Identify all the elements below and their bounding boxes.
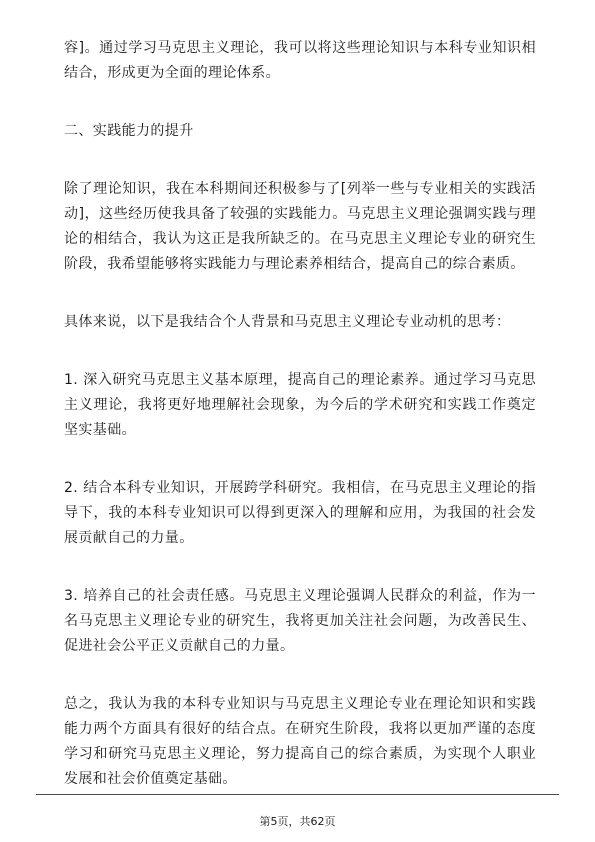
list-item-3: 3. 培养自己的社会责任感。马克思主义理论强调人民群众的利益，作为一名马克思主义理论专业的研究生，我将更加关注社会问题，为改善民生、促进社会公平正义贡献自己的力量。 — [64, 588, 536, 654]
section-heading-practice: 二、实践能力的提升 — [64, 123, 194, 139]
paragraph-intro-list: 具体来说，以下是我结合个人背景和马克思主义理论专业动机的思考： — [64, 314, 511, 330]
list-item-2: 2. 结合本科专业知识，开展跨学科研究。我相信，在马克思主义理论的指导下，我的本科专业知识可以得到更深入的理解和应用，为我国的社会发展贡献自己的力量。 — [64, 480, 536, 546]
page-number: 第5页，共62页 — [259, 815, 336, 828]
footer-divider — [36, 794, 559, 795]
paragraph-continuation: 容]。通过学习马克思主义理论，我可以将这些理论知识与本科专业知识相结合，形成更为全面的理论体系。 — [64, 40, 536, 81]
paragraph-conclusion: 总之，我认为我的本科专业知识与马克思主义理论专业在理论知识和实践能力两个方面具有很好的结合点。在研究生阶段，我将以更加严谨的态度学习和研究马克思主义理论，努力提高自己的综合素质，为实现个人职业发展和社会价值奠定基础。 — [64, 696, 536, 787]
list-item-1: 1. 深入研究马克思主义基本原理，提高自己的理论素养。通过学习马克思主义理论，我将更好地理解社会现象，为今后的学术研究和实践工作奠定坚实基础。 — [64, 372, 536, 438]
paragraph-practice: 除了理论知识，我在本科期间还积极参与了[列举一些与专业相关的实践活动]，这些经历使我具备了较强的实践能力。马克思主义理论强调实践与理论的相结合，我认为这正是我所缺乏的。在马克思主义理论专业的研究生阶段，我希望能够将实践能力与理论素养相结合，提高自己的综合素质。 — [64, 181, 536, 272]
page-content — [64, 36, 536, 792]
